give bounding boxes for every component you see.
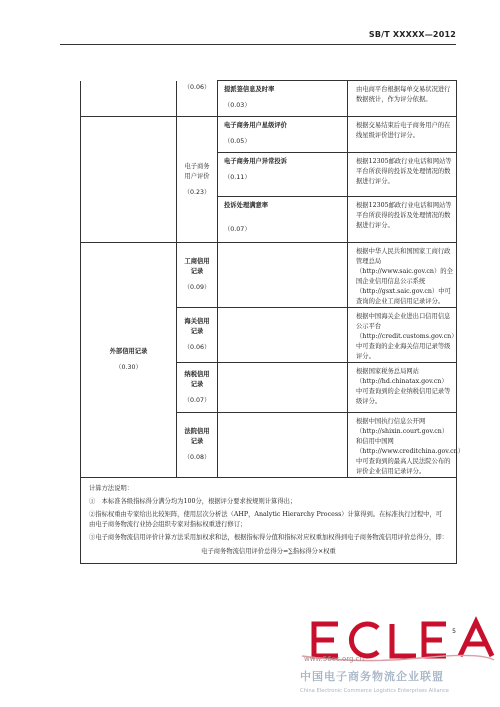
group-ecom-label: 电子商务 用户评价 （0.23）	[177, 117, 218, 243]
indicator-desc: 根据12305邮政行业电话和网站等平台所获得的投诉及处理情况的数据进行评分。	[348, 153, 457, 197]
record-weight: （0.08）	[183, 454, 211, 461]
table-row: 外部信用记录 （0.30） 工商信用 记录 （0.09） 根据中华人民共和国国家工商行政管理总局（http://www.saic.gov.cn）的全国企业信用信息公示系统（http://gsxt.saic.gov.cn）中可查询的企业工商信用记录评分。	[81, 243, 457, 308]
group-external-label: 外部信用记录 （0.30）	[81, 243, 177, 478]
indicator-desc: 根据12305邮政行业电话和网站等平台所获得的投诉及处理情况的数据进行评分。	[348, 197, 457, 243]
calc-notes	[81, 478, 457, 564]
indicator-weight: （0.03）	[224, 102, 251, 109]
note-3: ③电子商务物流信用评价计算方法采用加权求和法，根据指标得分值和指标对应权重加权得到电子商务物流信用评价总得分，即：	[89, 534, 448, 541]
footer-org-en: China Electronic Commerce Logistics Enterprises Alliance	[300, 688, 449, 694]
table-row: 法院信用 记录 （0.08） 根据中国执行信息公开网（http://shixin.court.gov.cn）和信用中国网（http://www.creditchina.gov.cn）中可查询到的最高人民法院公布的评价企业信用记录评分。	[81, 413, 457, 478]
indicator-weight: （0.11）	[224, 174, 251, 181]
record-label: 工商信用	[184, 258, 210, 265]
table-row: 海关信用 记录 （0.06） 根据中国海关企业进出口信用信息公示平台（http://credit.customs.gov.cn）中可查询的企业海关信用记录等级评分。	[81, 308, 457, 363]
table-row	[81, 81, 457, 117]
footer-url: www.56ec.org.cn	[304, 655, 365, 663]
indicator-name: 提派签信息及时率	[224, 86, 275, 93]
indicator-name: 电子商务用户异常投诉	[224, 158, 287, 165]
table-row: 纳税信用 记录 （0.07） 根据国家税务总局网站（http://hd.chinatax.gov.cn）中可查询到的企业纳税信用记录等级评分。	[81, 363, 457, 413]
weight-label: （0.06）	[183, 83, 211, 91]
record-desc: 根据中国执行信息公开网（http://shixin.court.gov.cn）和信用中国网（http://www.creditchina.gov.cn）中可查询到的最高人民法院公布的评价企业信用记录评分。	[348, 413, 457, 478]
record-desc: 根据中华人民共和国国家工商行政管理总局（http://www.saic.gov.cn）的全国企业信用信息公示系统（http://gsxt.saic.gov.cn）中可查询的企业工商信用记录评分。	[348, 243, 457, 308]
record-weight: （0.07）	[183, 396, 211, 404]
record-weight: （0.09）	[183, 284, 211, 291]
indicator-name: 电子商务用户星级评价	[224, 122, 287, 129]
table-row	[81, 117, 457, 153]
indicator-desc: 由电商平台根据每单交易状况进行数据统计，作为评分依据。	[348, 81, 457, 117]
table-row	[81, 478, 457, 564]
footer-org-cn: 中国电子商务物流企业联盟	[300, 670, 444, 683]
record-label: 海关信用	[184, 318, 210, 325]
credit-evaluation-table	[80, 80, 464, 564]
notes-title: 计算方法说明：	[89, 485, 134, 492]
indicator-weight: （0.05）	[224, 138, 251, 145]
indicator-name: 投诉处理满意率	[224, 202, 269, 209]
note-1: ① 本标准各级指标得分满分均为100分，根据评分要求按规则计算得出；	[89, 498, 297, 505]
header-rule	[60, 44, 456, 45]
record-desc: 根据国家税务总局网站（http://hd.chinatax.gov.cn）中可查询到的企业纳税信用记录等级评分。	[348, 363, 457, 413]
record-weight: （0.06）	[183, 344, 211, 351]
note-2: ②指标权重由专家给出比较矩阵，使用层次分析法（AHP，Analytic Hierarchy Process）计算得到。在标准执行过程中，可由电子商务物流行业协会组织专家对指标权重进行修订；	[89, 511, 443, 528]
indicator-weight: （0.07）	[224, 226, 251, 233]
record-desc: 根据中国海关企业进出口信用信息公示平台（http://credit.customs.gov.cn）中可查询的企业海关信用记录等级评分。	[348, 308, 457, 363]
group-external-weight: （0.30）	[115, 364, 142, 371]
formula: 电子商务物流信用评价总得分=∑指标得分×权重	[201, 548, 336, 555]
indicator-desc: 根据交易结束后电子商务用户的在线星级评价进行评分。	[348, 117, 457, 153]
group-ecom-weight: （0.23）	[183, 188, 211, 196]
page-number: 5	[452, 628, 456, 635]
record-label: 纳税信用	[184, 370, 210, 378]
page-header-code: SB/T XXXXX—2012	[368, 30, 456, 39]
record-label: 法院信用	[184, 428, 210, 435]
